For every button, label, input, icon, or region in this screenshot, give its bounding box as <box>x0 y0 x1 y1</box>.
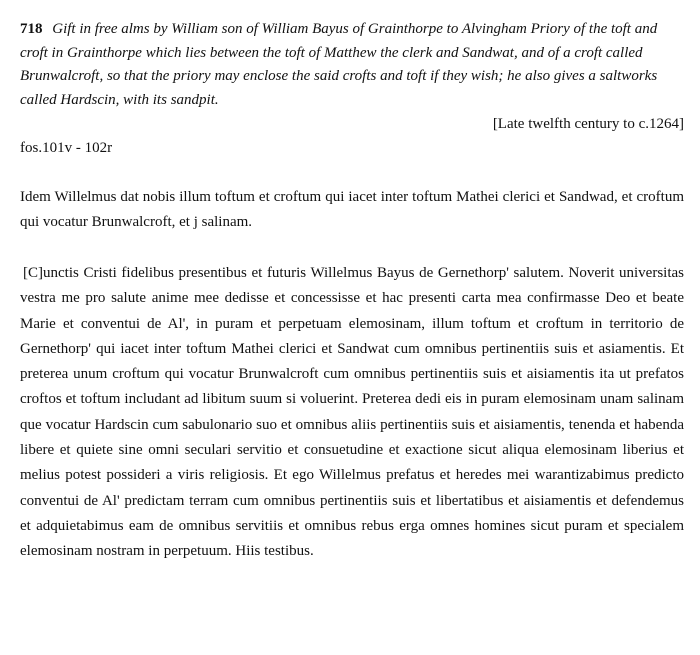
entry-summary: Gift in free alms by William son of William Bayus of Grainthorpe to Alvingham Priory of the toft and croft in Grainthorpe which lies between the toft of Matthew the clerk and Sandwat, and of a croft called Brunwalcroft, so that the priory may enclose the said crofts and toft if they wish; he also gives a saltworks called Hardscin, with its sandpit. <box>20 21 658 108</box>
charter-text: [C]unctis Cristi fidelibus presentibus et futuris Willelmus Bayus de Gernethorp' salutem. Noverit universitas vestra me pro salute anime mee dedisse et concessisse et hac presenti carta mea confirmasse Deo et beate Marie et conventui de Al', in puram et perpetuam elemosinam, illum toftum et croftum in territorio de Gernethorp' qui iacet inter toftum Mathei clerici et Sandwat cum omnibus pertinentiis suis et asiamentis. Et preterea unum croftum qui vocatur Brunwalcroft cum omnibus pertinentiis suis et aisiamentis ita ut prefatos croftos et toftum includant ad libitum suum si voluerint. Preterea dedi eis in puram elemosinam unam salinam que vocatur Hardscin cum sabulonario suo et omnibus aliis pertinentiis suis et aisiamentis, tenenda et habenda libere et quiete sine omni seculari servitio et consuetudine et exactione sicut aliqua elemosinam liberius et melius potest possideri a viris religiosis. Et ego Willelmus prefatus et heredes mei warantizabimus predicto conventui de Al' predictam terram cum omnibus pertinentiis suis et libertatibus et aisiamentis et defendemus et adquietabimus eam de omnibus servitiis et omnibus rebus erga omnes homines sicut puram et specialem elemosinam nostram in perpetuum. Hiis testibus. <box>20 265 684 560</box>
folio-reference: fos.101v - 102r <box>20 140 113 156</box>
entry-date: [Late twelfth century to c.1264] <box>492 116 684 132</box>
document-page <box>20 18 684 565</box>
latin-abstract: Idem Willelmus dat nobis illum toftum et croftum qui iacet inter toftum Mathei clerici et Sandwad, et croftum qui vocatur Brunwalcroft, et j salinam. <box>20 189 684 230</box>
entry-heading <box>20 18 684 112</box>
entry-number: 718 <box>20 21 43 37</box>
